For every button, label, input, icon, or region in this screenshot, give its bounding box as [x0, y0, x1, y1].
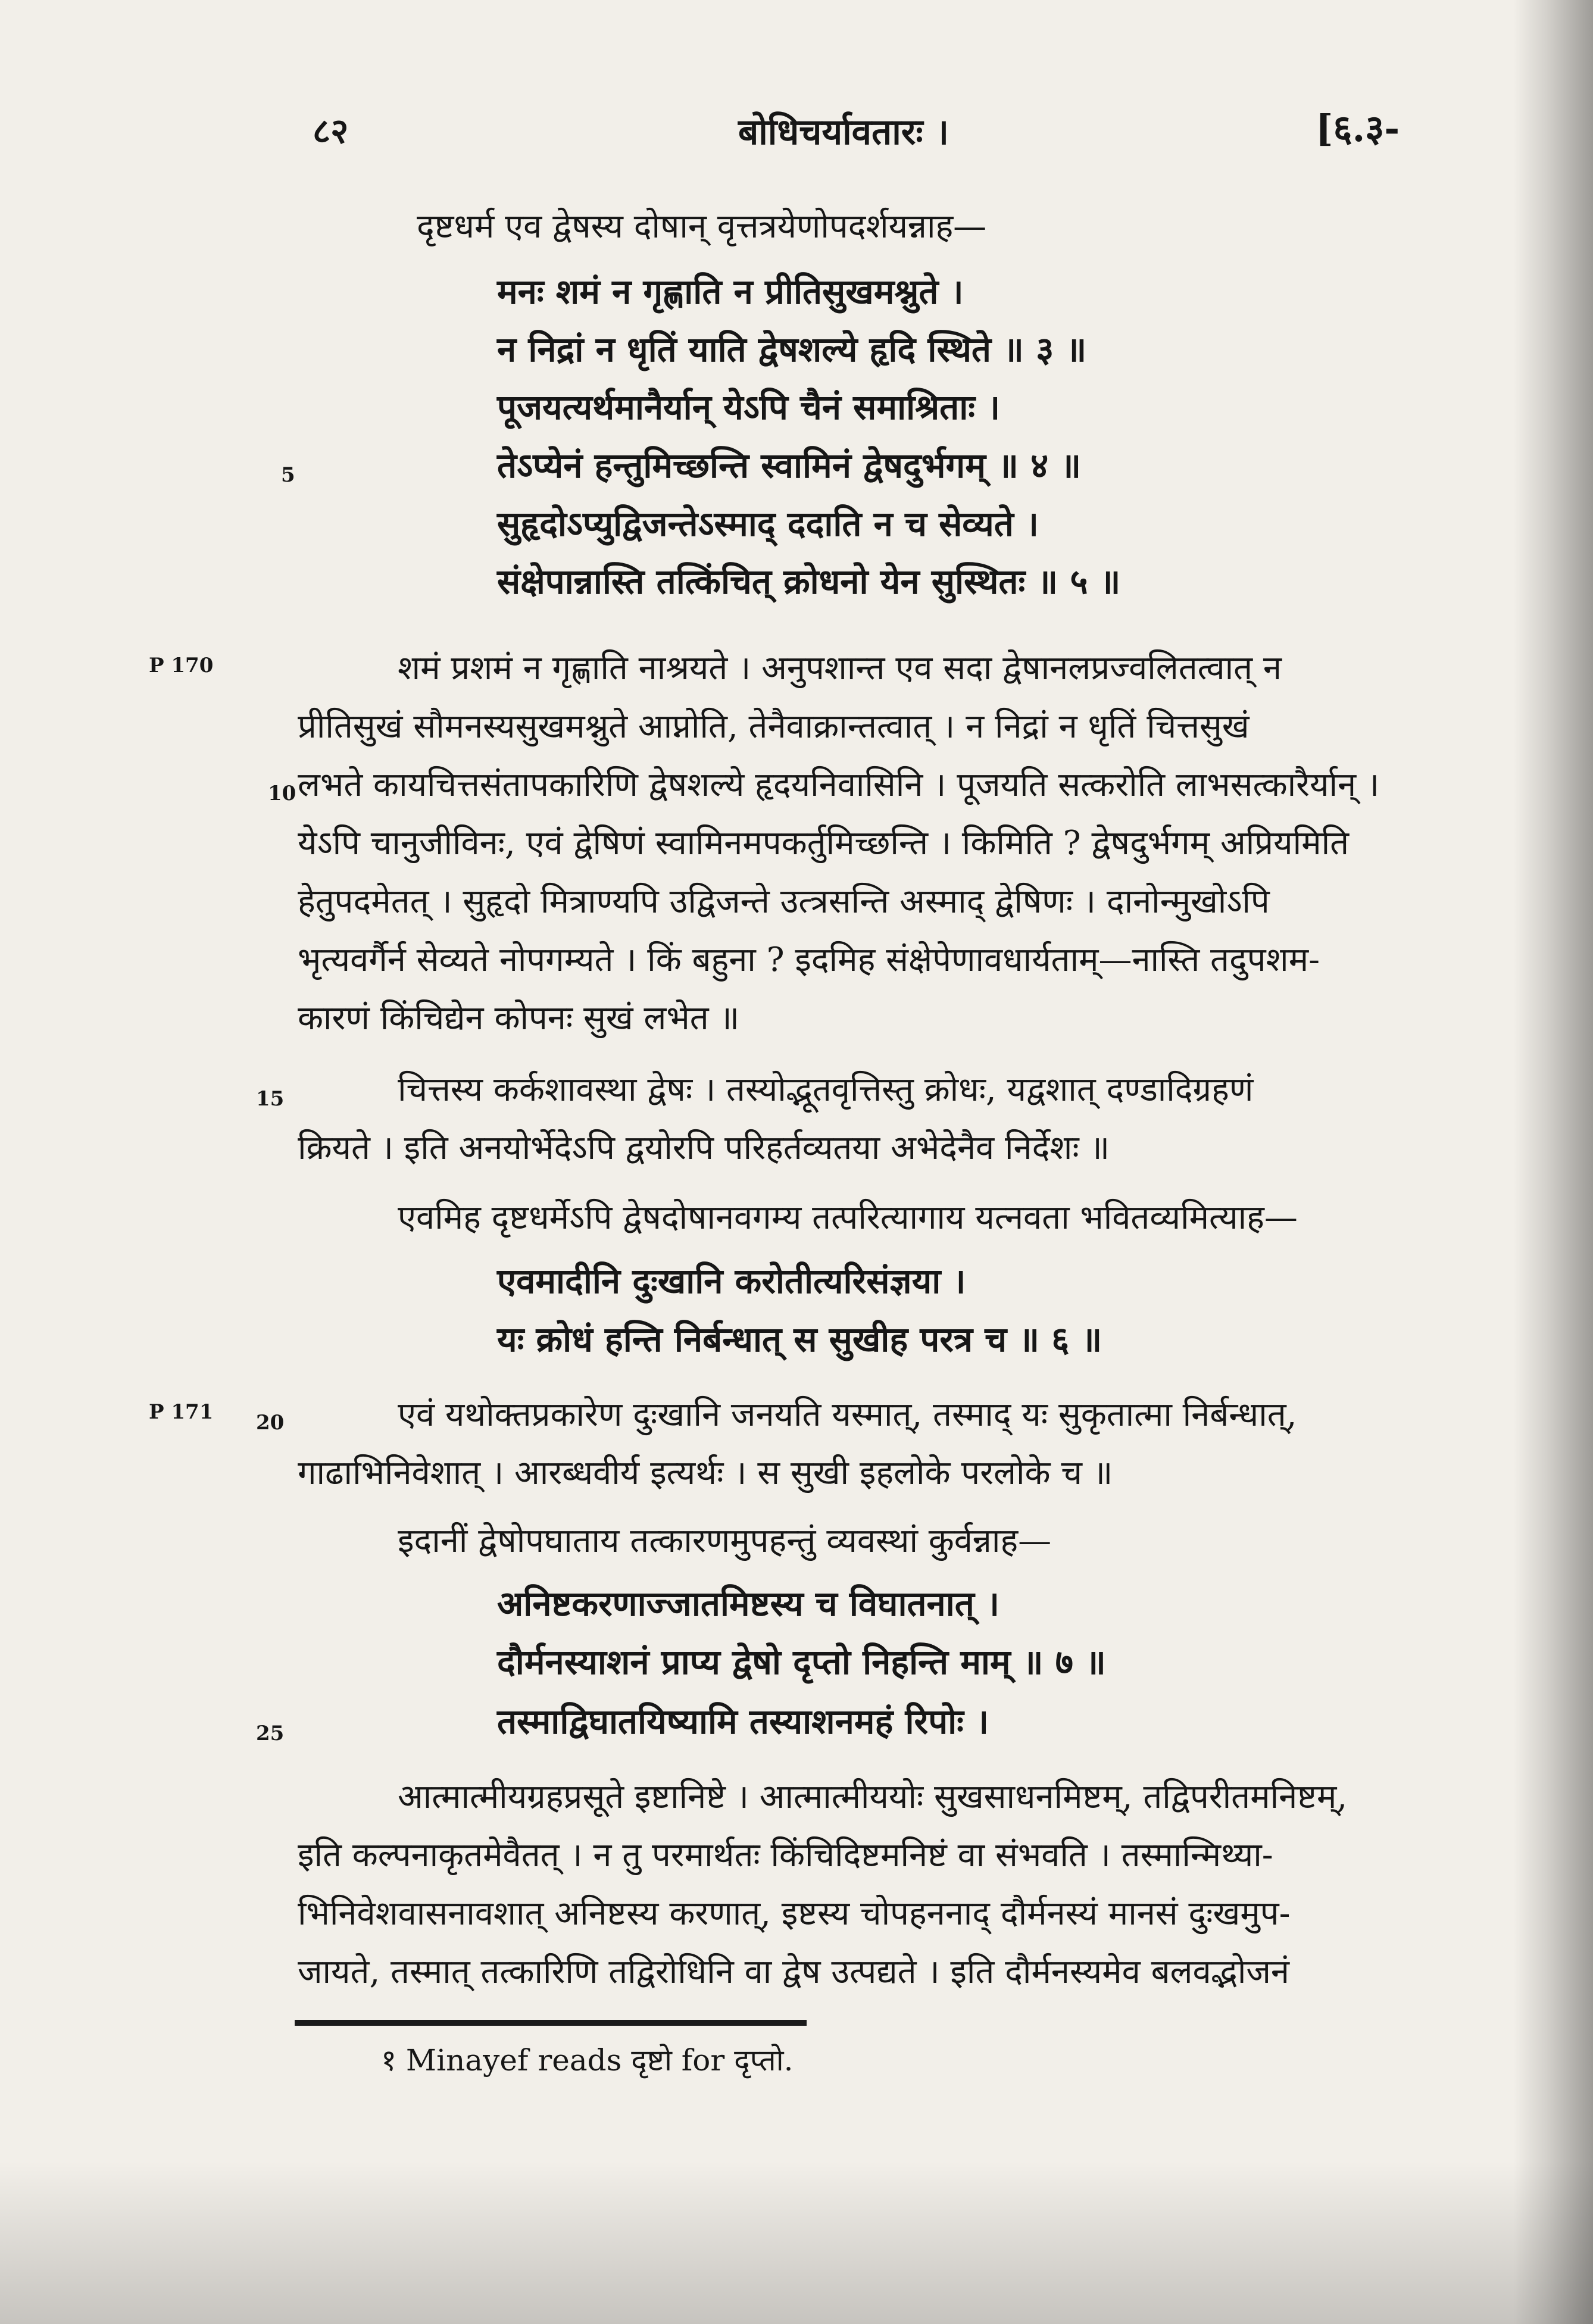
footnote-rule: [295, 2020, 807, 2026]
intro-line: दृष्टधर्म एव द्वेषस्य दोषान् वृत्तत्रयेणोपदर्शयन्नाह—: [417, 207, 987, 246]
verse-line: पूजयत्यर्थमानैर्यान् येऽपि चैनं समाश्रिताः ।: [497, 387, 1001, 427]
line-number: 10: [268, 782, 296, 805]
footnote: १ Minayef reads दृष्टो for दृप्तो.: [381, 2043, 794, 2078]
verse-line: दौर्मनस्याशनं प्राप्य द्वेषो दृप्तो निहन्ति माम् ॥ ७ ॥: [497, 1642, 1106, 1682]
line-number: 15: [256, 1087, 285, 1111]
commentary-line: कारणं किंचिद्येन कोपनः सुखं लभेत ॥: [298, 999, 740, 1038]
page-reference: P 170: [149, 654, 214, 677]
commentary-line: चित्तस्य कर्कशावस्था द्वेषः । तस्योद्भूतवृत्तिस्तु क्रोधः, यद्वशात् दण्डादिग्रहणं: [398, 1070, 1254, 1109]
commentary-line: आत्मात्मीयग्रहप्रसूते इष्टानिष्टे । आत्मात्मीययोः सुखसाधनमिष्टम्, तद्विपरीतमनिष्टम्,: [398, 1778, 1348, 1816]
intro-line: एवमिह दृष्टधर्मेऽपि द्वेषदोषानवगम्य तत्परित्यागाय यत्नवता भवितव्यमित्याह—: [398, 1198, 1298, 1237]
page-reference: P 171: [149, 1400, 214, 1424]
verse-line: न निद्रां न धृतिं याति द्वेषशल्ये हृदि स्थिते ॥ ३ ॥: [497, 329, 1087, 370]
commentary-line: क्रियते । इति अनयोर्भेदेऽपि द्वयोरपि परिहर्तव्यतया अभेदेनैव निर्देशः ॥: [298, 1129, 1110, 1167]
verse-line: एवमादीनि दुःखानि करोतीत्यरिसंज्ञया ।: [497, 1261, 966, 1301]
commentary-line: भृत्यवर्गैर्न सेव्यते नोपगम्यते । किं बहुना ? इदमिह संक्षेपेणावधार्यताम्—नास्ति तदुपशम-: [298, 941, 1320, 979]
commentary-line: एवं यथोक्तप्रकारेण दुःखानि जनयति यस्मात्, तस्माद् यः सुकृतात्मा निर्बन्धात्,: [398, 1395, 1297, 1434]
commentary-line: गाढाभिनिवेशात् । आरब्धवीर्य इत्यर्थः । स सुखी इहलोके परलोके च ॥: [298, 1454, 1113, 1492]
verse-line: सुहृदोऽप्युद्विजन्तेऽस्माद् ददाति न च सेव्यते ।: [497, 504, 1039, 544]
verse-line: अनिष्टकरणाज्जातमिष्टस्य च विघातनात् ।: [497, 1583, 999, 1624]
line-number: 25: [256, 1722, 285, 1745]
verse-line: यः क्रोधं हन्ति निर्बन्धात् स सुखीह परत्र च ॥ ६ ॥: [497, 1319, 1102, 1360]
commentary-line: येऽपि चानुजीविनः, एवं द्वेषिणं स्वामिनमपकर्तुमिच्छन्ति । किमिति ? द्वेषदुर्भगम् अप्रियमिति: [298, 824, 1350, 863]
commentary-line: जायते, तस्मात् तत्कारिणि तद्विरोधिनि वा द्वेष उत्पद्यते । इति दौर्मनस्यमेव बलवद्भोजनं: [298, 1953, 1289, 1991]
verse-line: संक्षेपान्नास्ति तत्किंचित् क्रोधनो येन सुस्थितः ॥ ५ ॥: [497, 561, 1121, 602]
page-number: ८२: [313, 111, 349, 151]
verse-line: तस्माद्विघातयिष्यामि तस्याशनमहं रिपोः ।: [497, 1701, 989, 1742]
line-number: 20: [256, 1411, 285, 1435]
commentary-line: शमं प्रशमं न गृह्णाति नाश्रयते । अनुपशान्त एव सदा द्वेषानलप्रज्वलितत्वात् न: [398, 649, 1282, 688]
commentary-line: इति कल्पनाकृतमेवैतत् । न तु परमार्थतः किंचिदिष्टमनिष्टं वा संभवति । तस्मान्मिथ्या-: [298, 1836, 1273, 1875]
commentary-line: लभते कायचित्तसंतापकारिणि द्वेषशल्ये हृदयनिवासिनि । पूजयति सत्करोति लाभसत्कारैर्यान् ।: [298, 766, 1380, 804]
verse-line: तेऽप्येनं हन्तुमिच्छन्ति स्वामिनं द्वेषदुर्भगम् ॥ ४ ॥: [497, 445, 1082, 486]
commentary-line: हेतुपदमेतत् । सुहृदो मित्राण्यपि उद्विजन्ते उत्त्रसन्ति अस्माद् द्वेषिणः । दानोन्मुखोऽपि: [298, 882, 1270, 921]
commentary-line: प्रीतिसुखं सौमनस्यसुखमश्नुते आप्नोति, तेनैवाक्रान्तत्वात् । न निद्रां न धृतिं चित्तसुखं: [298, 707, 1250, 746]
line-number: 5: [281, 463, 295, 487]
running-title: बोधिचर्यावतारः ।: [738, 111, 949, 153]
intro-line: इदानीं द्वेषोपघाताय तत्कारणमुपहन्तुं व्यवस्थां कुर्वन्नाह—: [398, 1522, 1052, 1560]
commentary-line: भिनिवेशवासनावशात् अनिष्टस्य करणात्, इष्टस्य चोपहननाद् दौर्मनस्यं मानसं दुःखमुप-: [298, 1894, 1291, 1933]
verse-line: मनः शमं न गृह्णाति न प्रीतिसुखमश्नुते ।: [497, 271, 964, 312]
section-reference: [६.३-: [1316, 107, 1400, 150]
